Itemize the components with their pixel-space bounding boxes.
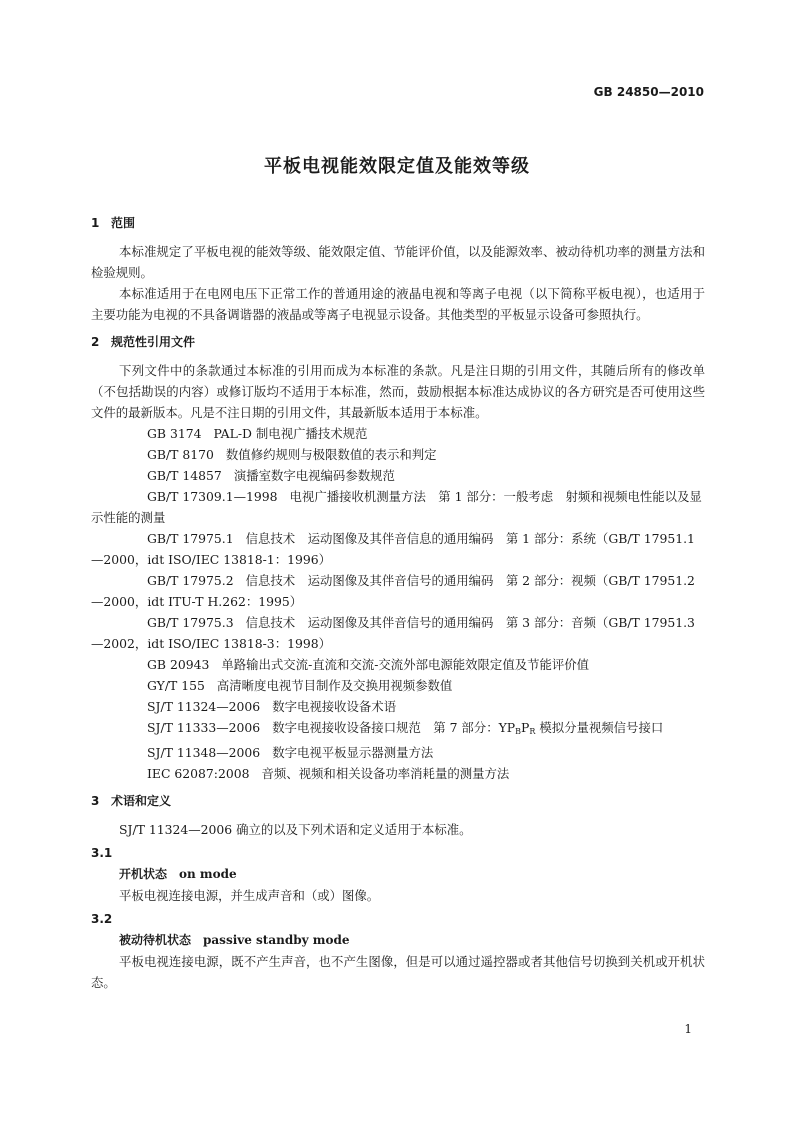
reference-item (91, 528, 705, 570)
reference-item (91, 465, 705, 486)
reference-title: PAL-D 制电视广播技术规范 (213, 426, 368, 441)
reference-code: GB/T 17975.2 (147, 573, 234, 588)
section-heading-scope (91, 213, 705, 234)
reference-code: GB/T 17975.1 (147, 531, 234, 546)
reference-title: 数字电视接收设备术语 (272, 699, 397, 714)
document-body (91, 213, 705, 993)
paragraph: 下列文件中的条款通过本标准的引用而成为本标准的条款。凡是注日期的引用文件，其随后所有的修改单（不包括勘误的内容）或修订版均不适用于本标准，然而，鼓励根据本标准达成协议的各方研究是否可使用这些文件的最新版本。凡是不注日期的引用文件，其最新版本适用于本标准。 (91, 363, 705, 420)
section-heading-references (91, 332, 705, 353)
reference-item (91, 423, 705, 444)
document-title: 平板电视能效限定值及能效等级 (264, 156, 530, 177)
reference-item (91, 675, 705, 696)
reference-title: 高清晰度电视节目制作及交换用视频参数值 (216, 678, 453, 693)
reference-code: IEC 62087:2008 (147, 766, 250, 781)
reference-item (91, 742, 705, 763)
term-number: 3.2 (91, 912, 113, 926)
reference-code: GB/T 8170 (147, 447, 214, 462)
reference-title: 数值修约规则与极限数值的表示和判定 (225, 447, 437, 462)
reference-title: 音频、视频和相关设备功率消耗量的测量方法 (261, 766, 510, 781)
reference-code: SJ/T 11348—2006 (147, 745, 261, 760)
reference-title: 数字电视接收设备接口规范 第 7 部分：$YP_BP_R$ 模拟分量视频信号接口 (272, 720, 664, 736)
section-number: 1 (91, 216, 100, 230)
reference-code: SJ/T 11324—2006 (147, 699, 261, 714)
reference-code: GB/T 17309.1—1998 (147, 489, 278, 504)
reference-title: 演播室数字电视编码参数规范 (233, 468, 395, 483)
reference-item (91, 486, 705, 528)
reference-code: GB 20943 (147, 657, 210, 672)
section-number: 2 (91, 335, 100, 349)
reference-title: 信息技术 运动图像及其伴音信号的通用编码 第 2 部分：视频（GB/T 17951.2—2000，idt ITU-T H.262：1995） (91, 573, 695, 609)
term-definition: 平板电视连接电源，并生成声音和（或）图像。 (119, 888, 380, 903)
reference-title: 数字电视平板显示器测量方法 (272, 745, 434, 760)
reference-item (91, 696, 705, 717)
reference-item (91, 717, 705, 742)
reference-code: GY/T 155 (147, 678, 205, 693)
reference-item (91, 763, 705, 784)
term-definition: 平板电视连接电源，既不产生声音，也不产生图像，但是可以通过遥控器或者其他信号切换到关机或开机状态。 (91, 954, 705, 990)
reference-item (91, 612, 705, 654)
reference-title: 信息技术 运动图像及其伴音信息的通用编码 第 1 部分：系统（GB/T 17951.1—2000，idt ISO/IEC 13818-1：1996） (91, 531, 695, 567)
reference-code: SJ/T 11333—2006 (147, 720, 261, 735)
section-heading-terms (91, 791, 705, 812)
paragraph: SJ/T 11324—2006 确立的以及下列术语和定义适用于本标准。 (119, 822, 472, 837)
reference-item (91, 570, 705, 612)
reference-title: 电视广播接收机测量方法 第 1 部分：一般考虑 射频和视频电性能以及显示性能的测量 (91, 489, 702, 525)
reference-item (91, 654, 705, 675)
standard-number: GB 24850—2010 (593, 85, 704, 99)
reference-title: 单路输出式交流-直流和交流-交流外部电源能效限定值及节能评价值 (221, 657, 590, 672)
section-title: 范围 (111, 216, 136, 230)
term-name: 开机状态 on mode (119, 867, 237, 881)
section-title: 规范性引用文件 (111, 335, 196, 349)
section-title: 术语和定义 (111, 794, 172, 808)
reference-item (91, 444, 705, 465)
paragraph: 本标准适用于在电网电压下正常工作的普通用途的液晶电视和等离子电视（以下简称平板电视），也适用于主要功能为电视的不具备调谐器的液晶或等离子电视显示设备。其他类型的平板显示设备可参照执行。 (91, 286, 705, 322)
reference-code: GB/T 17975.3 (147, 615, 234, 630)
reference-code: GB/T 14857 (147, 468, 222, 483)
page-number: 1 (684, 1022, 692, 1036)
term-number: 3.1 (91, 846, 113, 860)
term-name: 被动待机状态 passive standby mode (119, 933, 350, 947)
reference-code: GB 3174 (147, 426, 202, 441)
reference-title: 信息技术 运动图像及其伴音信号的通用编码 第 3 部分：音频（GB/T 17951.3—2002，idt ISO/IEC 13818-3：1998） (91, 615, 695, 651)
paragraph: 本标准规定了平板电视的能效等级、能效限定值、节能评价值，以及能源效率、被动待机功率的测量方法和检验规则。 (91, 244, 705, 280)
section-number: 3 (91, 794, 100, 808)
